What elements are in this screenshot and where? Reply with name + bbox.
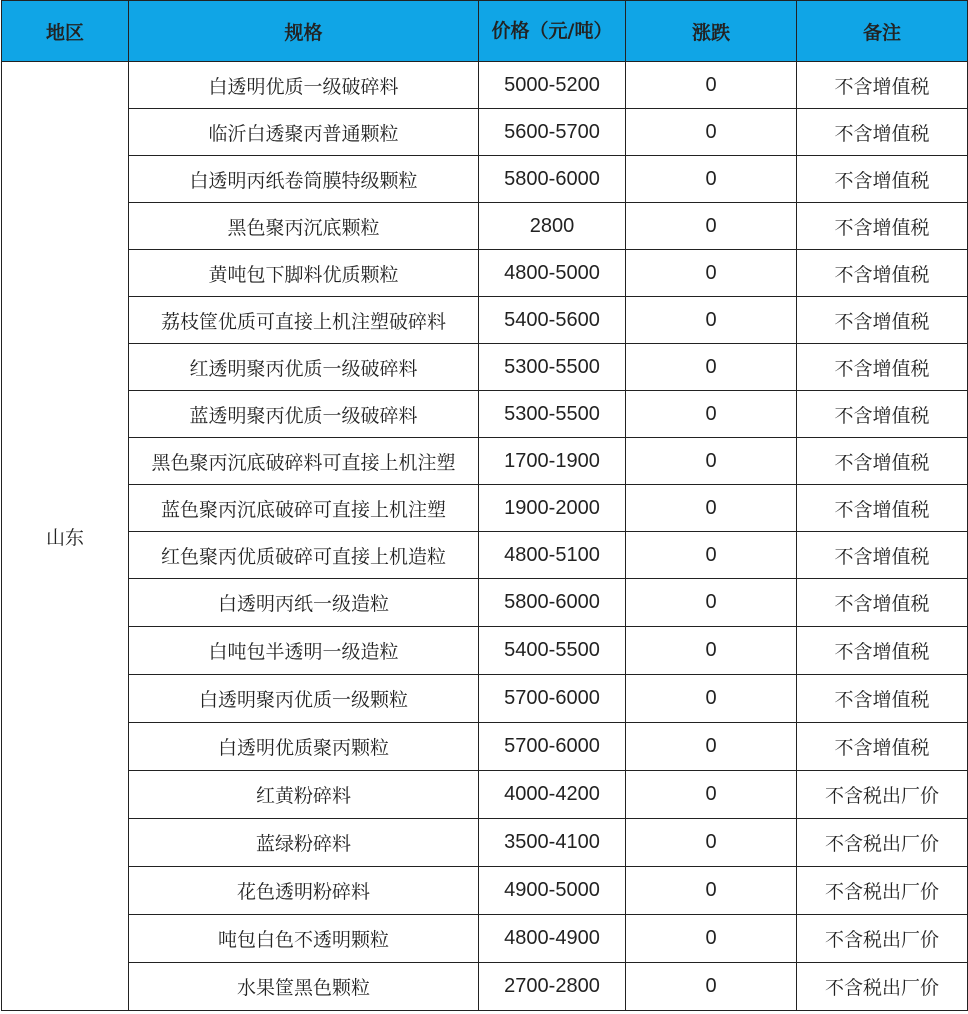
price-cell: 2800	[479, 203, 626, 250]
spec-cell: 红黄粉碎料	[129, 771, 479, 819]
change-cell: 0	[626, 627, 797, 675]
region-cell: 山东	[2, 62, 129, 1011]
spec-cell: 白透明优质聚丙颗粒	[129, 723, 479, 771]
table-row	[2, 250, 968, 297]
price-cell: 1900-2000	[479, 485, 626, 532]
price-table	[1, 0, 968, 1011]
note-cell: 不含增值税	[797, 532, 968, 579]
table-row	[2, 867, 968, 915]
note-cell: 不含增值税	[797, 156, 968, 203]
table-row	[2, 915, 968, 963]
spec-cell: 白透明丙纸卷筒膜特级颗粒	[129, 156, 479, 203]
spec-cell: 吨包白色不透明颗粒	[129, 915, 479, 963]
note-cell: 不含增值税	[797, 203, 968, 250]
change-cell: 0	[626, 203, 797, 250]
note-cell: 不含增值税	[797, 297, 968, 344]
price-cell: 5600-5700	[479, 109, 626, 156]
change-cell: 0	[626, 391, 797, 438]
spec-cell: 黑色聚丙沉底颗粒	[129, 203, 479, 250]
price-cell: 5400-5600	[479, 297, 626, 344]
header-row	[2, 1, 968, 62]
spec-cell: 红透明聚丙优质一级破碎料	[129, 344, 479, 391]
spec-cell: 荔枝筐优质可直接上机注塑破碎料	[129, 297, 479, 344]
note-cell: 不含增值税	[797, 109, 968, 156]
table-row	[2, 579, 968, 627]
price-cell: 5400-5500	[479, 627, 626, 675]
spec-cell: 蓝绿粉碎料	[129, 819, 479, 867]
note-cell: 不含税出厂价	[797, 867, 968, 915]
price-cell: 4900-5000	[479, 867, 626, 915]
price-cell: 5300-5500	[479, 391, 626, 438]
change-cell: 0	[626, 963, 797, 1011]
table-row	[2, 675, 968, 723]
note-cell: 不含增值税	[797, 579, 968, 627]
table-row	[2, 963, 968, 1011]
spec-cell: 临沂白透聚丙普通颗粒	[129, 109, 479, 156]
change-cell: 0	[626, 579, 797, 627]
price-cell: 5800-6000	[479, 579, 626, 627]
note-cell: 不含增值税	[797, 438, 968, 485]
header-spec: 规格	[129, 1, 479, 62]
note-cell: 不含税出厂价	[797, 915, 968, 963]
table-row	[2, 771, 968, 819]
table-row	[2, 62, 968, 109]
change-cell: 0	[626, 819, 797, 867]
note-cell: 不含增值税	[797, 627, 968, 675]
price-cell: 5800-6000	[479, 156, 626, 203]
price-cell: 3500-4100	[479, 819, 626, 867]
note-cell: 不含增值税	[797, 250, 968, 297]
price-cell: 4800-5000	[479, 250, 626, 297]
change-cell: 0	[626, 771, 797, 819]
table-row	[2, 723, 968, 771]
spec-cell: 黄吨包下脚料优质颗粒	[129, 250, 479, 297]
note-cell: 不含增值税	[797, 391, 968, 438]
table-row	[2, 156, 968, 203]
spec-cell: 白透明聚丙优质一级颗粒	[129, 675, 479, 723]
table-row	[2, 438, 968, 485]
header-note: 备注	[797, 1, 968, 62]
price-cell: 4000-4200	[479, 771, 626, 819]
table-row	[2, 109, 968, 156]
note-cell: 不含增值税	[797, 675, 968, 723]
change-cell: 0	[626, 723, 797, 771]
change-cell: 0	[626, 156, 797, 203]
change-cell: 0	[626, 109, 797, 156]
change-cell: 0	[626, 250, 797, 297]
table-body	[2, 62, 968, 1011]
price-cell: 5300-5500	[479, 344, 626, 391]
spec-cell: 白透明优质一级破碎料	[129, 62, 479, 109]
note-cell: 不含税出厂价	[797, 963, 968, 1011]
change-cell: 0	[626, 485, 797, 532]
header-region: 地区	[2, 1, 129, 62]
change-cell: 0	[626, 438, 797, 485]
change-cell: 0	[626, 867, 797, 915]
table-row	[2, 344, 968, 391]
note-cell: 不含税出厂价	[797, 771, 968, 819]
spec-cell: 白透明丙纸一级造粒	[129, 579, 479, 627]
price-cell: 5700-6000	[479, 723, 626, 771]
price-cell: 5000-5200	[479, 62, 626, 109]
change-cell: 0	[626, 62, 797, 109]
spec-cell: 蓝色聚丙沉底破碎可直接上机注塑	[129, 485, 479, 532]
change-cell: 0	[626, 344, 797, 391]
spec-cell: 红色聚丙优质破碎可直接上机造粒	[129, 532, 479, 579]
table-row	[2, 297, 968, 344]
table-row	[2, 627, 968, 675]
table-row	[2, 485, 968, 532]
price-cell: 5700-6000	[479, 675, 626, 723]
change-cell: 0	[626, 675, 797, 723]
table-row	[2, 819, 968, 867]
table-row	[2, 391, 968, 438]
price-cell: 4800-4900	[479, 915, 626, 963]
spec-cell: 蓝透明聚丙优质一级破碎料	[129, 391, 479, 438]
change-cell: 0	[626, 915, 797, 963]
price-cell: 2700-2800	[479, 963, 626, 1011]
spec-cell: 花色透明粉碎料	[129, 867, 479, 915]
note-cell: 不含增值税	[797, 723, 968, 771]
change-cell: 0	[626, 297, 797, 344]
spec-cell: 黑色聚丙沉底破碎料可直接上机注塑	[129, 438, 479, 485]
price-cell: 1700-1900	[479, 438, 626, 485]
table-row	[2, 203, 968, 250]
note-cell: 不含增值税	[797, 485, 968, 532]
note-cell: 不含增值税	[797, 344, 968, 391]
change-cell: 0	[626, 532, 797, 579]
price-cell: 4800-5100	[479, 532, 626, 579]
header-change: 涨跌	[626, 1, 797, 62]
spec-cell: 白吨包半透明一级造粒	[129, 627, 479, 675]
table-row	[2, 532, 968, 579]
spec-cell: 水果筐黑色颗粒	[129, 963, 479, 1011]
note-cell: 不含税出厂价	[797, 819, 968, 867]
note-cell: 不含增值税	[797, 62, 968, 109]
header-price: 价格（元/吨）	[479, 1, 626, 62]
